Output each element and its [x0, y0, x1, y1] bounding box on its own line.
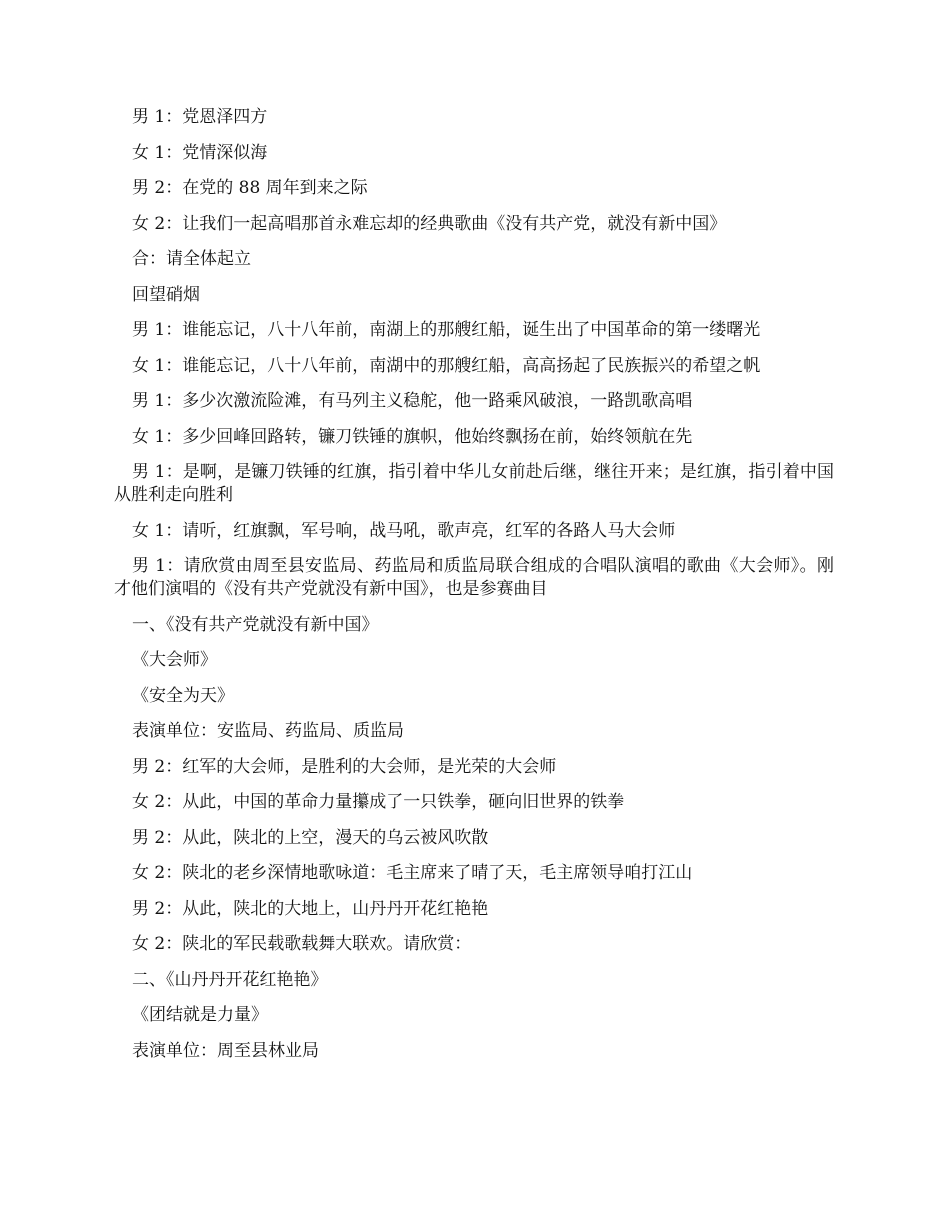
program-item: 二、《山丹丹开花红艳艳》 — [132, 969, 328, 990]
program-item: 《团结就是力量》 — [132, 1005, 268, 1025]
performer-line: 表演单位：周至县林业局 — [132, 1040, 319, 1061]
paragraph: 男 1：是啊，是镰刀铁锤的红旗，指引着中华儿女前赴后继，继往开来；是红旗，指引着中国从胜利走向胜利 — [114, 462, 834, 505]
paragraph: 男 1：谁能忘记，八十八年前，南湖上的那艘红船，诞生出了中国革命的第一缕曙光 — [132, 320, 761, 340]
paragraph: 男 2：从此，陕北的上空，漫天的乌云被风吹散 — [132, 827, 489, 848]
paragraph: 女 1：党情深似海 — [132, 142, 268, 163]
paragraph: 女 2：陕北的老乡深情地歌咏道：毛主席来了晴了天，毛主席领导咱打江山 — [132, 863, 693, 883]
paragraph: 男 2：从此，陕北的大地上，山丹丹开花红艳艳 — [132, 898, 489, 919]
paragraph: 女 2：让我们一起高唱那首永难忘却的经典歌曲《没有共产党，就没有新中国》 — [132, 213, 727, 234]
paragraph: 男 2：红军的大会师，是胜利的大会师，是光荣的大会师 — [132, 756, 557, 777]
document-body — [114, 106, 834, 1075]
program-item: 一、《没有共产党就没有新中国》 — [132, 614, 379, 635]
performer-line: 表演单位：安监局、药监局、质监局 — [132, 721, 404, 741]
paragraph: 女 1：多少回峰回路转，镰刀铁锤的旗帜，他始终飘扬在前，始终领航在先 — [132, 426, 693, 447]
program-item: 《安全为天》 — [132, 685, 234, 706]
paragraph: 女 2：从此，中国的革命力量攥成了一只铁拳，砸向旧世界的铁拳 — [132, 792, 625, 812]
program-item: 《大会师》 — [132, 650, 217, 670]
paragraph: 男 1：多少次激流险滩，有马列主义稳舵，他一路乘风破浪，一路凯歌高唱 — [132, 391, 693, 411]
paragraph: 女 2：陕北的军民载歌载舞大联欢。请欣赏： — [132, 934, 472, 954]
paragraph: 男 2：在党的 88 周年到来之际 — [132, 178, 368, 198]
paragraph: 男 1：党恩泽四方 — [132, 107, 268, 127]
section-heading: 回望硝烟 — [132, 284, 200, 305]
paragraph: 女 1：请听，红旗飘，军号响，战马吼，歌声亮，红军的各路人马大会师 — [132, 520, 676, 541]
paragraph: 女 1：谁能忘记，八十八年前，南湖中的那艘红船，高高扬起了民族振兴的希望之帆 — [132, 355, 761, 376]
paragraph: 合：请全体起立 — [132, 249, 251, 269]
paragraph: 男 1：请欣赏由周至县安监局、药监局和质监局联合组成的合唱队演唱的歌曲《大会师》。刚才他们演唱的《没有共产党就没有新中国》，也是参赛曲目 — [114, 556, 834, 599]
